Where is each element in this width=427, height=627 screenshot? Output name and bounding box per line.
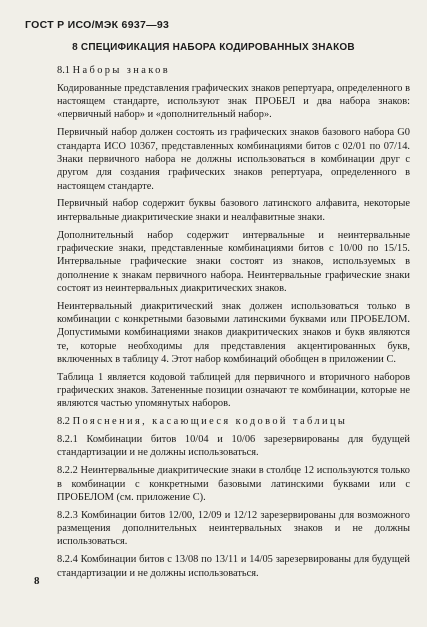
subsection-heading-8-2: [57, 415, 410, 428]
body-text: [57, 64, 410, 585]
subsection-title: Пояснения, касающиеся кодовой таблицы: [72, 416, 348, 428]
subsection-number: 8.1: [57, 65, 70, 76]
paragraph-1: Кодированные представления графических знаков репертуара, определенного в настоящем стандарте, используют знак ПРОБЕЛ и два набора знаков: «первичный набор» и «дополнительный набор».: [57, 82, 410, 121]
subsection-heading-8-1: [57, 64, 410, 77]
paragraph-2: Первичный набор должен состоять из графических знаков базового набора G0 стандарта ИСО 10367, представленных комбинациями битов с 02/01 по 07/14. Знаки первичного набора не должны использоваться в комбинации друг с другом для создания графических знаков репертуара, определенного в настоящем стандарте.: [57, 127, 410, 192]
item-8-2-1: 8.2.1 Комбинации битов 10/04 и 10/06 зарезервированы для будущей стандартизации и не должны использоваться.: [57, 434, 410, 459]
paragraph-6: Таблица 1 является кодовой таблицей для первичного и вторичного наборов графических знаков. Затененные позиции означают те комбинации, которые не являются частью упомянутых наборов.: [57, 371, 410, 410]
paragraph-3: Первичный набор содержит буквы базового латинского алфавита, некоторые интервальные диакритические знаки и неалфавитные знаки.: [57, 198, 410, 223]
subsection-title: Наборы знаков: [72, 65, 171, 76]
paragraph-5: Неинтервальный диакритический знак должен использоваться только в комбинации с конкретными базовыми латинскими буквами или ПРОБЕЛОМ. Допустимыми комбинациями знаков диакритических знаков и букв являются те, которые необходимы для представления акцентированных букв, включенных в таблицу 4. Этот набор комбинаций обобщен в приложении С.: [57, 300, 410, 365]
item-8-2-3: 8.2.3 Комбинации битов 12/00, 12/09 и 12/12 зарезервированы для возможного размещения дополнительных неинтервальных знаков и не должны использоваться.: [57, 509, 410, 548]
item-8-2-4: 8.2.4 Комбинации битов с 13/08 по 13/11 и 14/05 зарезервированы для будущей стандартизации и не должны использоваться.: [57, 554, 410, 579]
item-8-2-2: 8.2.2 Неинтервальные диакритические знаки в столбце 12 используются только в комбинации с конкретными базовыми латинскими буквами или с ПРОБЕЛОМ (см. приложение С).: [57, 465, 410, 503]
running-header: ГОСТ Р ИСО/МЭК 6937—93: [25, 19, 170, 31]
section-title: 8 СПЕЦИФИКАЦИЯ НАБОРА КОДИРОВАННЫХ ЗНАКОВ: [72, 42, 355, 53]
paragraph-4: Дополнительный набор содержит интервальные и неинтервальные графические знаки, представленные комбинациями битов с 10/00 по 15/15. Интервальные графические знаки состоят из знаков, используемых в дополнение к знакам первичного набора. Неинтервальные графические знаки состоят из неинтервальных диакритических знаков.: [57, 229, 410, 294]
subsection-number: 8.2: [57, 416, 70, 428]
page-number: 8: [34, 575, 40, 587]
